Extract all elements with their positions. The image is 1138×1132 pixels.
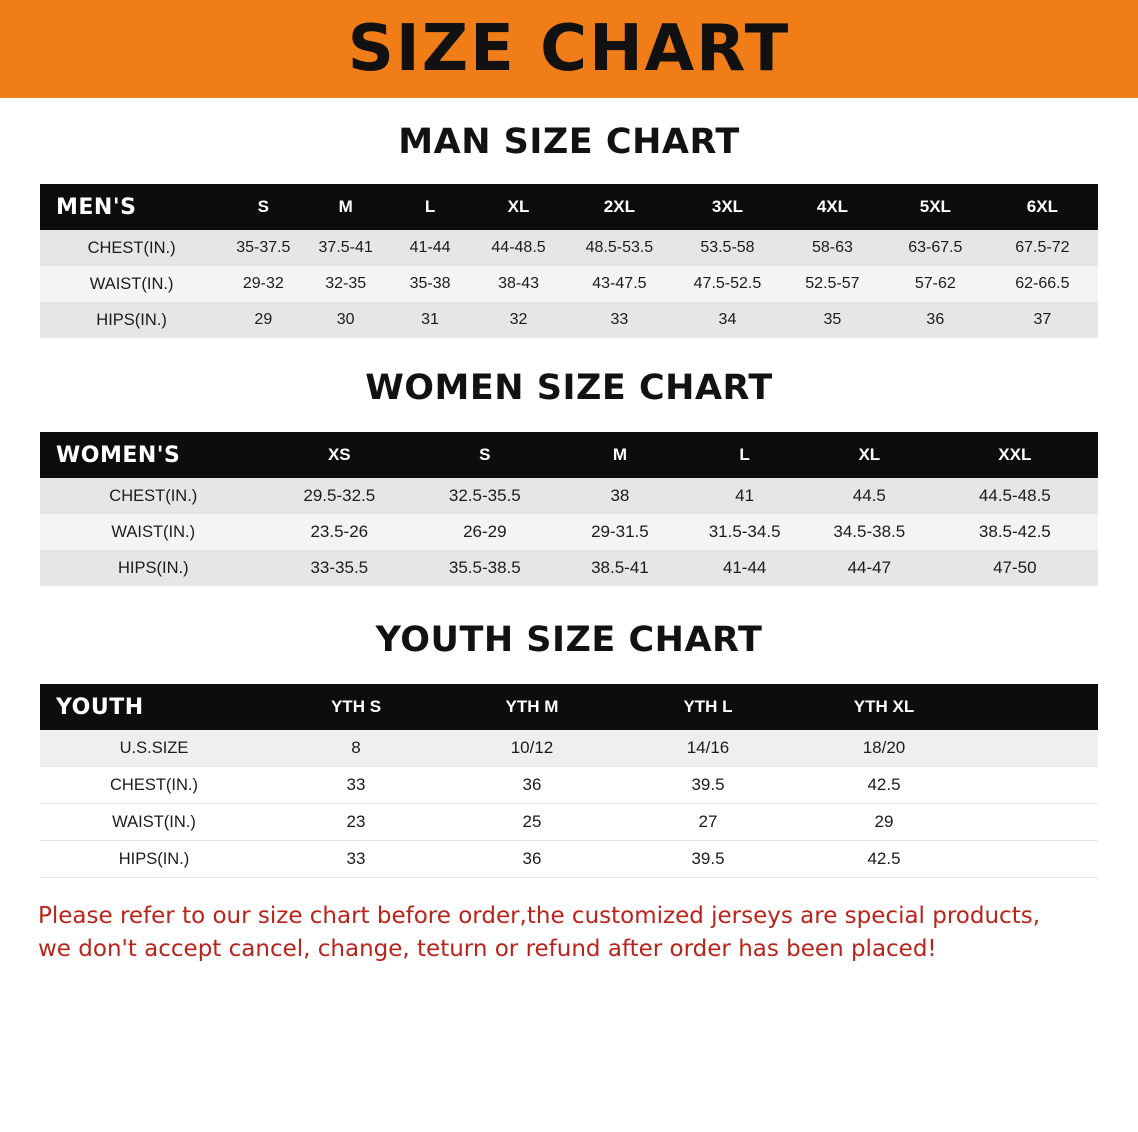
cell: 44.5 — [852, 486, 886, 505]
cell: 53.5-58 — [700, 239, 755, 256]
women-col-xs: XS — [327, 445, 351, 464]
cell: 36 — [444, 767, 620, 804]
cell: 35-38 — [409, 275, 451, 292]
man-size-table — [40, 184, 1098, 338]
cell: 36 — [444, 841, 620, 878]
cell: 29-31.5 — [591, 522, 649, 541]
man-row-label-waist: WAIST(IN.) — [89, 274, 174, 293]
cell: 32-35 — [325, 275, 367, 292]
cell: 47-50 — [993, 558, 1037, 577]
cell: 58-63 — [811, 239, 853, 256]
cell: 42.5 — [796, 841, 972, 878]
youth-row-label-chest: CHEST(IN.) — [40, 767, 268, 804]
cell: 44-48.5 — [491, 239, 546, 256]
cell: 31.5-34.5 — [708, 522, 781, 541]
cell-empty — [972, 730, 1098, 767]
man-col-s: S — [257, 197, 269, 216]
women-row-label-hips: HIPS(IN.) — [117, 558, 189, 577]
women-table-wrap — [40, 432, 1098, 586]
cell: 39.5 — [620, 767, 796, 804]
cell: 29 — [796, 804, 972, 841]
women-row-label-waist: WAIST(IN.) — [111, 522, 196, 541]
table-row — [40, 478, 1098, 514]
man-col-6xl: 6XL — [1026, 197, 1058, 216]
cell: 57-62 — [914, 275, 956, 292]
cell: 23.5-26 — [310, 522, 369, 541]
youth-header-row — [40, 684, 1098, 730]
man-row-label-header: MEN'S — [56, 194, 137, 220]
women-section-heading: WOMEN SIZE CHART — [365, 368, 773, 408]
cell: 43-47.5 — [592, 275, 647, 292]
man-col-xl: XL — [507, 197, 530, 216]
youth-row-label-waist: WAIST(IN.) — [40, 804, 268, 841]
cell: 31 — [421, 311, 439, 328]
cell: 23 — [268, 804, 444, 841]
youth-row-label-ussize: U.S.SIZE — [40, 730, 268, 767]
youth-col-m: YTH M — [505, 697, 559, 716]
footer-note-line2: we don't accept cancel, change, teturn or refund after order has been placed! — [38, 935, 937, 962]
women-col-xxl: XXL — [998, 445, 1032, 464]
women-col-l: L — [739, 445, 750, 464]
cell: 38-43 — [498, 275, 539, 292]
cell: 33 — [610, 311, 629, 328]
cell: 38.5-41 — [591, 558, 649, 577]
cell: 35-37.5 — [236, 239, 291, 256]
cell-empty — [972, 841, 1098, 878]
man-section-heading: MAN SIZE CHART — [398, 122, 740, 162]
cell: 29-32 — [242, 275, 284, 292]
cell: 35.5-38.5 — [448, 558, 521, 577]
cell: 27 — [620, 804, 796, 841]
cell: 44.5-48.5 — [978, 486, 1051, 505]
cell: 47.5-52.5 — [693, 275, 762, 292]
cell: 38.5-42.5 — [978, 522, 1051, 541]
women-col-xl: XL — [858, 445, 881, 464]
footer-note-line1: Please refer to our size chart before order,the customized jerseys are special products, — [38, 903, 1041, 929]
man-table-wrap — [40, 184, 1098, 338]
youth-col-s: YTH S — [330, 697, 382, 716]
cell: 42.5 — [796, 767, 972, 804]
page-title: SIZE CHART — [347, 12, 791, 86]
women-col-s: S — [479, 445, 491, 464]
man-row-label-chest: CHEST(IN.) — [87, 238, 176, 257]
table-row — [40, 730, 1098, 767]
youth-row-label-header: YOUTH — [56, 694, 144, 720]
cell: 34.5-38.5 — [833, 522, 906, 541]
cell: 34 — [718, 311, 737, 328]
youth-row-label-hips: HIPS(IN.) — [40, 841, 268, 878]
table-row — [40, 230, 1098, 266]
youth-size-table — [40, 684, 1098, 878]
cell: 10/12 — [444, 730, 620, 767]
cell: 33-35.5 — [310, 558, 369, 577]
cell: 67.5-72 — [1015, 239, 1070, 256]
youth-section-heading: YOUTH SIZE CHART — [375, 620, 763, 660]
man-header-row — [40, 184, 1098, 230]
women-size-table — [40, 432, 1098, 586]
man-col-l: L — [424, 197, 436, 216]
cell: 41-44 — [722, 558, 767, 577]
women-row-label-header: WOMEN'S — [56, 442, 181, 468]
table-row — [40, 302, 1098, 338]
man-col-5xl: 5XL — [919, 197, 951, 216]
table-row — [40, 266, 1098, 302]
cell: 36 — [926, 311, 945, 328]
cell: 62-66.5 — [1015, 275, 1070, 292]
cell: 8 — [268, 730, 444, 767]
cell: 33 — [268, 767, 444, 804]
footer-note — [38, 900, 1100, 965]
cell: 41-44 — [409, 239, 451, 256]
cell: 48.5-53.5 — [585, 239, 654, 256]
cell: 37.5-41 — [318, 239, 373, 256]
women-header-row — [40, 432, 1098, 478]
cell: 29.5-32.5 — [303, 486, 376, 505]
table-row — [40, 767, 1098, 804]
cell: 35 — [823, 311, 842, 328]
cell-empty — [972, 767, 1098, 804]
cell: 44-47 — [847, 558, 892, 577]
cell: 37 — [1033, 311, 1052, 328]
cell: 33 — [268, 841, 444, 878]
cell: 52.5-57 — [805, 275, 860, 292]
cell: 29 — [254, 311, 273, 328]
youth-col-l: YTH L — [683, 697, 733, 716]
cell: 18/20 — [796, 730, 972, 767]
cell: 14/16 — [620, 730, 796, 767]
youth-table-wrap — [40, 684, 1098, 878]
man-col-2xl: 2XL — [603, 197, 635, 216]
youth-col-spacer — [972, 684, 1098, 730]
cell: 38 — [610, 486, 630, 505]
cell-empty — [972, 804, 1098, 841]
table-row — [40, 514, 1098, 550]
table-row — [40, 841, 1098, 878]
cell: 26-29 — [463, 522, 507, 541]
man-col-m: M — [338, 197, 353, 216]
cell: 41 — [735, 486, 755, 505]
man-row-label-hips: HIPS(IN.) — [96, 310, 167, 329]
women-col-m: M — [612, 445, 627, 464]
cell: 30 — [336, 311, 355, 328]
cell: 32.5-35.5 — [448, 486, 521, 505]
youth-col-xl: YTH XL — [853, 697, 915, 716]
cell: 63-67.5 — [908, 239, 963, 256]
women-row-label-chest: CHEST(IN.) — [109, 486, 198, 505]
table-row — [40, 804, 1098, 841]
man-col-4xl: 4XL — [816, 197, 849, 216]
man-col-3xl: 3XL — [711, 197, 744, 216]
banner — [0, 0, 1138, 98]
cell: 32 — [509, 311, 528, 328]
cell: 39.5 — [620, 841, 796, 878]
cell: 25 — [444, 804, 620, 841]
table-row — [40, 550, 1098, 586]
